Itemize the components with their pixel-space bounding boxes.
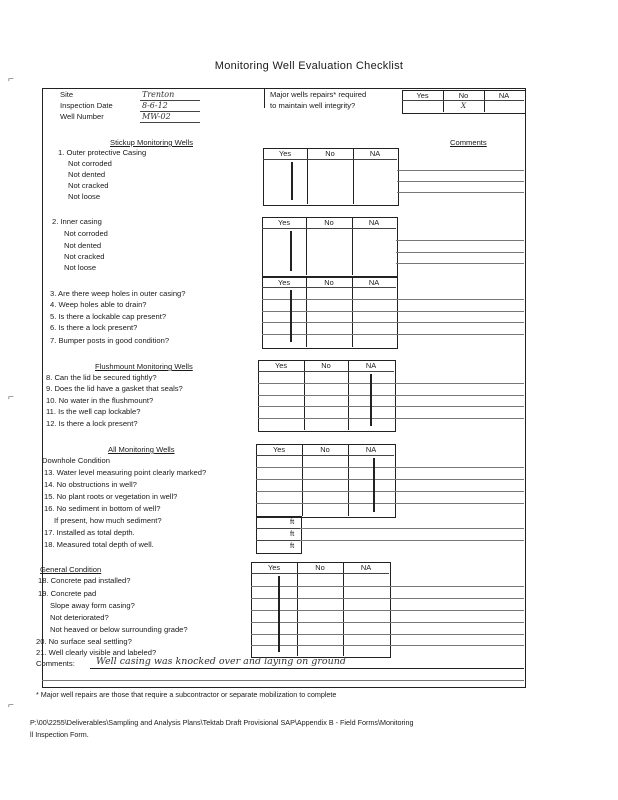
inspection-date-label: Inspection Date <box>60 101 113 110</box>
col-no: No <box>324 218 334 227</box>
handwritten-check-line <box>373 458 375 512</box>
q1-item: Not cracked <box>68 181 109 190</box>
handwritten-check-line <box>290 231 292 271</box>
all-wells-header: All Monitoring Wells <box>108 445 175 454</box>
underline <box>140 122 200 123</box>
q2-item: Not corroded <box>64 229 108 238</box>
page-title: Monitoring Well Evaluation Checklist <box>214 60 404 72</box>
question: 3. Are there weep holes in outer casing? <box>50 289 186 298</box>
col-na: NA <box>360 563 372 572</box>
scan-mark-icon: ⌐ <box>8 392 14 403</box>
q1-item: Not loose <box>68 192 101 201</box>
question: 5. Is there a lockable cap present? <box>50 312 167 321</box>
question: Slope away form casing? <box>50 601 135 610</box>
inspection-date-value[interactable]: 8-6-12 <box>142 101 168 110</box>
q1-item: Not corroded <box>68 159 112 168</box>
col-na: NA <box>368 278 380 287</box>
footnote: * Major well repairs are those that require a subcontractor or separate mobilization to complete <box>36 690 337 699</box>
question: 20. No surface seal settling? <box>36 637 132 646</box>
col-no: No <box>321 361 331 370</box>
file-path-cont: ll Inspection Form. <box>30 730 89 739</box>
scan-mark-icon: ⌐ <box>8 74 14 85</box>
question: 11. Is the well cap lockable? <box>46 407 141 416</box>
q2-item: Not loose <box>64 263 97 272</box>
question: 12. Is there a lock present? <box>46 419 138 428</box>
question: 8. Can the lid be secured tightly? <box>46 373 157 382</box>
question: 19. Concrete pad <box>38 589 97 598</box>
major-no-check[interactable]: X <box>460 101 467 110</box>
handwritten-check-line <box>290 290 292 342</box>
major-na-header: NA <box>498 91 510 100</box>
well-number-value[interactable]: MW-02 <box>142 112 171 121</box>
scan-mark-icon: ⌐ <box>8 700 14 711</box>
question: 13. Water level measuring point clearly marked? <box>44 468 207 477</box>
q2-item: Not cracked <box>64 252 105 261</box>
major-repairs-question: Major wells repairs* required <box>270 90 367 99</box>
q2-label: 2. Inner casing <box>52 217 102 226</box>
well-number-label: Well Number <box>60 112 104 121</box>
question: 10. No water in the flushmount? <box>46 396 154 405</box>
col-yes: Yes <box>278 149 292 158</box>
col-na: NA <box>369 149 381 158</box>
question: 16. No sediment in bottom of well? <box>44 504 161 513</box>
comments-header: Comments <box>450 138 487 147</box>
question: Not heaved or below surrounding grade? <box>50 625 188 634</box>
question: 9. Does the lid have a gasket that seals? <box>46 384 183 393</box>
col-yes: Yes <box>277 218 291 227</box>
q2-item: Not dented <box>64 241 102 250</box>
major-yes-header: Yes <box>416 91 429 100</box>
q1-item: Not dented <box>68 170 106 179</box>
divider <box>264 88 265 108</box>
site-label: Site <box>60 90 74 99</box>
depth-box[interactable] <box>256 516 302 554</box>
col-no: No <box>324 278 334 287</box>
question: 21. Well clearly visible and labeled? <box>36 648 157 657</box>
col-na: NA <box>365 445 377 454</box>
col-no: No <box>315 563 325 572</box>
question: 17. Installed as total depth. <box>44 528 135 537</box>
q1-label: 1. Outer protective Casing <box>58 148 147 157</box>
general-condition-header: General Condition <box>40 565 102 574</box>
question: 7. Bumper posts in good condition? <box>50 336 170 345</box>
col-na: NA <box>365 361 377 370</box>
comments-value[interactable]: Well casing was knocked over and laying on ground <box>96 656 346 667</box>
col-na: NA <box>368 218 380 227</box>
site-value[interactable]: Trenton <box>142 90 175 99</box>
question: 14. No obstructions in well? <box>44 480 137 489</box>
major-no-header: No <box>458 91 469 100</box>
col-no: No <box>320 445 330 454</box>
unit-ft: ft <box>290 517 295 526</box>
col-yes: Yes <box>267 563 281 572</box>
question: 4. Weep holes able to drain? <box>50 300 147 309</box>
handwritten-check-line <box>278 576 280 652</box>
comments-label: Comments: <box>36 659 75 668</box>
col-no: No <box>325 149 335 158</box>
col-yes: Yes <box>274 361 288 370</box>
unit-ft: ft <box>290 541 295 550</box>
major-repairs-question-2: to maintain well integrity? <box>270 101 356 110</box>
question: 18. Concrete pad installed? <box>38 576 131 585</box>
handwritten-check-line <box>370 374 372 426</box>
unit-ft: ft <box>290 529 295 538</box>
question: 15. No plant roots or vegetation in well? <box>44 492 178 501</box>
stickup-header: Stickup Monitoring Wells <box>110 138 194 147</box>
downhole-header: Downhole Condition <box>42 456 110 465</box>
handwritten-check-line <box>291 162 293 200</box>
question: Not deteriorated? <box>50 613 109 622</box>
question: 6. Is there a lock present? <box>50 323 138 332</box>
col-yes: Yes <box>272 445 286 454</box>
file-path: P:\00\2255\Deliverables\Sampling and Analysis Plans\Tektab Draft Provisional SAP\Appendix B - Field Forms\Monitoring <box>30 718 414 727</box>
question: If present, how much sediment? <box>54 516 162 525</box>
col-yes: Yes <box>277 278 291 287</box>
question: 18. Measured total depth of well. <box>44 540 154 549</box>
flushmount-header: Flushmount Monitoring Wells <box>95 362 193 371</box>
